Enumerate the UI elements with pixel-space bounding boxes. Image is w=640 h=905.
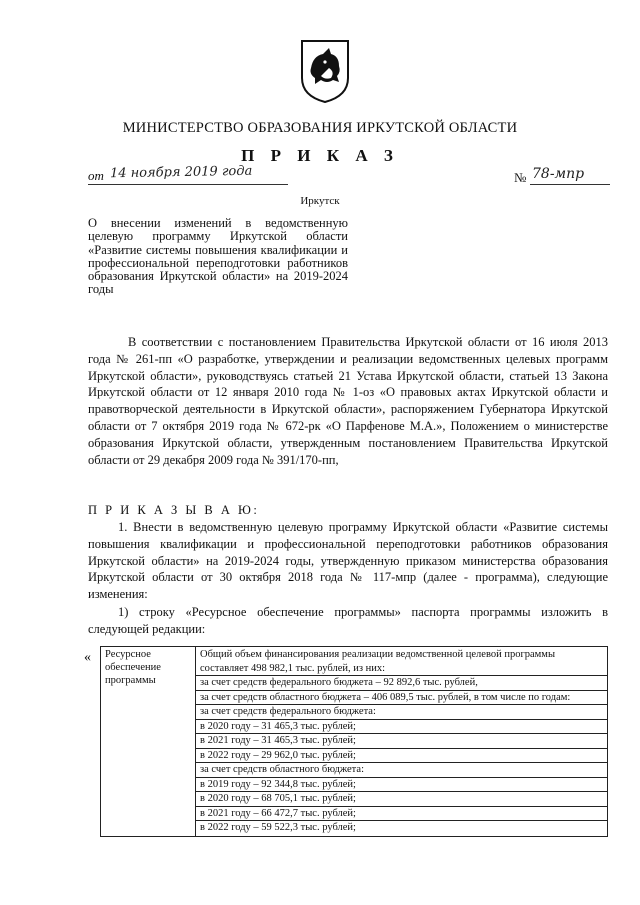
- coat-of-arms-icon: [299, 38, 351, 104]
- table-line: Общий объем финансирования реализации ведомственной целевой программы составляет 498 982,1 тыс. рублей, из них:: [196, 648, 607, 676]
- table-line: за счет средств областного бюджета:: [196, 763, 607, 778]
- table-line: в 2021 году – 31 465,3 тыс. рублей;: [196, 734, 607, 749]
- city: Иркутск: [300, 195, 340, 207]
- table-line: в 2021 году – 66 472,7 тыс. рублей;: [196, 807, 607, 822]
- table-line: в 2019 году – 92 344,8 тыс. рублей;: [196, 778, 607, 793]
- table-line: в 2020 году – 68 705,1 тыс. рублей;: [196, 792, 607, 807]
- number-handwritten: 78-мпр: [532, 166, 585, 182]
- resource-details: [196, 647, 608, 837]
- date-underline: [88, 184, 288, 185]
- number-underline: [530, 184, 610, 185]
- date-prefix: от: [88, 168, 104, 183]
- preamble-paragraph: В соответствии с постановлением Правительства Иркутской области от 16 июля 2013 года № 261-пп «О разработке, утверждении и реализации ведомственных целевых программ Иркутской области», руководствуясь статьей 21 Устава Иркутской области, статьей 13 Закона Иркутской области от 12 января 2010 года № 1-оз «О правовых актах Иркутской области и правотворческой деятельности в Иркутской области», распоряжением Губернатора Иркутской области от 7 октября 2019 года № 672-рк «О Парфенове М.А.», Положением о министерстве образования Иркутской области, утвержденным постановлением Правительства Иркутской области от 29 декабря 2009 года № 391/170-пп,: [88, 335, 608, 467]
- order-verb: П Р И К А З Ы В А Ю:: [88, 503, 260, 517]
- ministry-title: МИНИСТЕРСТВО ОБРАЗОВАНИЯ ИРКУТСКОЙ ОБЛАСТИ: [122, 120, 518, 136]
- paragraph-1: 1. Внести в ведомственную целевую программу Иркутской области «Развитие системы повышения квалификации и профессиональной переподготовки работников образования Иркутской области» на 2019-2024 годы, утвержденную приказом министерства образования Иркутской области от 30 октября 2018 года № 117-мпр (далее - программа), следующие изменения:: [88, 520, 608, 602]
- table-line: в 2020 году – 31 465,3 тыс. рублей;: [196, 720, 607, 735]
- table-line: за счет средств областного бюджета – 406 089,5 тыс. рублей, в том числе по годам:: [196, 691, 607, 706]
- table-line: за счет средств федерального бюджета – 92 892,6 тыс. рублей,: [196, 676, 607, 691]
- paragraph-1-1: 1) строку «Ресурсное обеспечение программы» паспорта программы изложить в следующей редакции:: [88, 605, 608, 636]
- table-row: [101, 647, 608, 837]
- table-line: в 2022 году – 59 522,3 тыс. рублей;: [200, 822, 356, 833]
- table-line: в 2022 году – 29 962,0 тыс. рублей;: [196, 749, 607, 764]
- resource-table: [100, 646, 608, 837]
- document-type: П Р И К А З: [241, 146, 399, 165]
- open-quote: «: [84, 650, 91, 665]
- number-prefix: №: [514, 170, 527, 185]
- resource-label: Ресурсное обеспечение программы: [101, 647, 196, 837]
- date-handwritten: 14 ноября 2019 года: [109, 163, 253, 182]
- order-subject: О внесении изменений в ведомственную целевую программу Иркутской области «Развитие системы повышения квалификации и профессиональной переподготовки работников образования Иркутской области» на 2019-2024 годы: [88, 216, 348, 297]
- table-line: за счет средств федерального бюджета:: [196, 705, 607, 720]
